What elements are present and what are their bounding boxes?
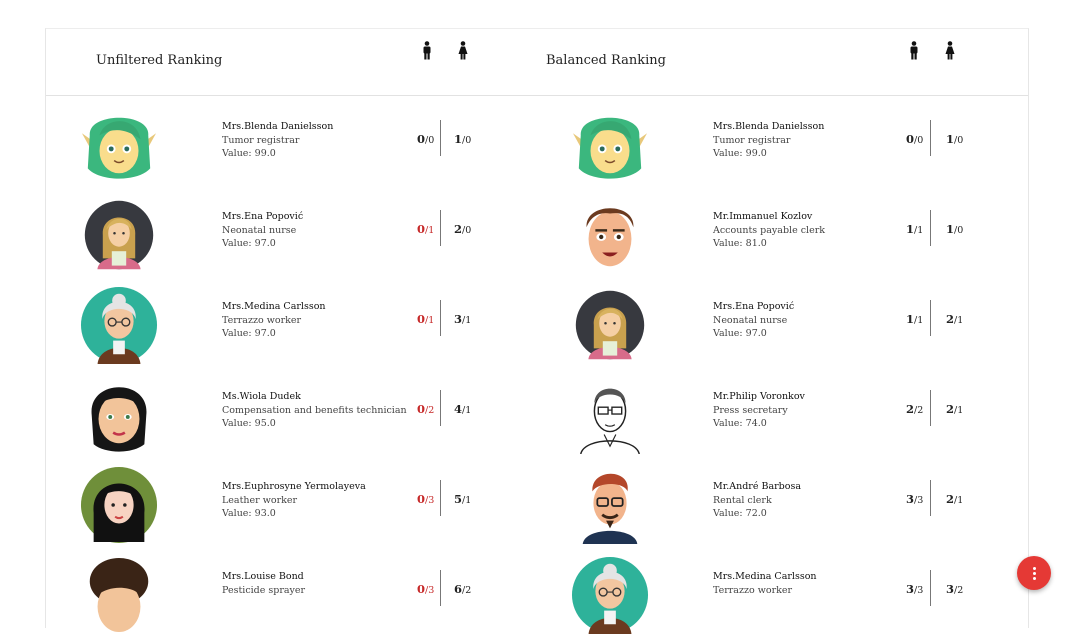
person-name: Mrs.Ena Popović bbox=[713, 301, 795, 312]
female-count-total: /1 bbox=[954, 495, 964, 506]
female-count-current: 1 bbox=[454, 132, 463, 146]
female-count-total: /1 bbox=[954, 315, 964, 326]
person-name: Mrs.Ena Popović bbox=[222, 211, 304, 222]
male-count-current: 1 bbox=[906, 222, 915, 236]
male-icon bbox=[422, 41, 432, 61]
male-count-current: 0 bbox=[417, 492, 426, 506]
column-divider bbox=[440, 480, 441, 516]
female-count-total: /1 bbox=[462, 315, 472, 326]
person-job: Tumor registrar bbox=[222, 134, 300, 146]
ranking-row bbox=[537, 186, 1017, 276]
person-name: Mrs.Medina Carlsson bbox=[222, 301, 326, 312]
ranking-row bbox=[537, 96, 1017, 186]
male-count-total: /1 bbox=[425, 315, 435, 326]
female-count bbox=[454, 312, 471, 326]
person-info bbox=[713, 480, 801, 521]
female-count-current: 2 bbox=[454, 222, 463, 236]
column-divider bbox=[930, 300, 931, 336]
female-count-current: 2 bbox=[946, 402, 955, 416]
male-count-current: 0 bbox=[417, 222, 426, 236]
female-count-current: 6 bbox=[454, 582, 463, 596]
person-value: Value: 95.0 bbox=[222, 418, 276, 429]
avatar bbox=[80, 196, 158, 274]
person-info bbox=[222, 210, 303, 251]
person-name: Mrs.Louise Bond bbox=[222, 571, 304, 582]
person-info bbox=[713, 570, 817, 597]
avatar bbox=[571, 556, 649, 634]
ranking-card bbox=[45, 28, 1029, 628]
male-count-total: /2 bbox=[425, 405, 435, 416]
female-count bbox=[946, 402, 963, 416]
male-count bbox=[906, 222, 923, 236]
column-divider bbox=[440, 570, 441, 606]
person-value: Value: 81.0 bbox=[713, 238, 767, 249]
person-name: Ms.Wiola Dudek bbox=[222, 391, 301, 402]
person-name: Mrs.Euphrosyne Yermolayeva bbox=[222, 481, 366, 492]
column-divider bbox=[930, 210, 931, 246]
avatar bbox=[571, 106, 649, 184]
female-count-current: 2 bbox=[946, 492, 955, 506]
female-count-total: /2 bbox=[462, 585, 472, 596]
male-icon bbox=[909, 41, 919, 61]
female-count bbox=[946, 222, 963, 236]
person-name: Mr.Philip Voronkov bbox=[713, 391, 805, 402]
male-count bbox=[906, 582, 923, 596]
more-vert-icon-dot bbox=[1033, 577, 1036, 580]
female-count bbox=[454, 492, 471, 506]
column-divider bbox=[440, 300, 441, 336]
person-job: Pesticide sprayer bbox=[222, 584, 306, 596]
person-name: Mr.Immanuel Kozlov bbox=[713, 211, 813, 222]
female-count bbox=[946, 132, 963, 146]
person-job: Neonatal nurse bbox=[222, 224, 297, 236]
person-value: Value: 74.0 bbox=[713, 418, 767, 429]
male-count-total: /3 bbox=[425, 585, 435, 596]
person-job: Leather worker bbox=[222, 494, 298, 506]
female-count bbox=[454, 222, 471, 236]
male-count-current: 0 bbox=[906, 132, 915, 146]
column-divider bbox=[930, 120, 931, 156]
ranking-row bbox=[537, 366, 1017, 456]
female-count-total: /0 bbox=[954, 225, 964, 236]
person-job: Neonatal nurse bbox=[713, 314, 788, 326]
person-info bbox=[713, 390, 805, 431]
ranking-row bbox=[46, 546, 526, 636]
male-count bbox=[906, 132, 923, 146]
female-count-total: /1 bbox=[462, 495, 472, 506]
person-info bbox=[222, 120, 333, 161]
male-count-total: /3 bbox=[425, 495, 435, 506]
female-count-total: /1 bbox=[954, 405, 964, 416]
person-job: Terrazzo worker bbox=[222, 314, 302, 326]
more-vert-icon bbox=[1033, 567, 1036, 570]
male-count-total: /2 bbox=[914, 405, 924, 416]
female-count bbox=[946, 492, 963, 506]
male-count-total: /1 bbox=[914, 225, 924, 236]
person-name: Mr.André Barbosa bbox=[713, 481, 802, 492]
avatar bbox=[571, 466, 649, 544]
column-divider bbox=[930, 390, 931, 426]
female-count-current: 1 bbox=[946, 132, 955, 146]
avatar bbox=[80, 466, 158, 544]
person-job: Compensation and benefits technician bbox=[222, 404, 407, 416]
balanced-ranking-title: Balanced Ranking bbox=[546, 53, 666, 68]
unfiltered-ranking-title: Unfiltered Ranking bbox=[96, 53, 223, 68]
male-count-total: /3 bbox=[914, 495, 924, 506]
male-count-current: 3 bbox=[906, 582, 915, 596]
person-info bbox=[222, 390, 407, 431]
person-job: Press secretary bbox=[713, 404, 788, 416]
avatar bbox=[80, 556, 158, 634]
female-count bbox=[454, 132, 471, 146]
person-info bbox=[222, 300, 326, 341]
ranking-row bbox=[537, 546, 1017, 636]
male-count-current: 0 bbox=[417, 582, 426, 596]
female-count-total: /0 bbox=[462, 225, 472, 236]
male-count bbox=[417, 402, 434, 416]
female-count-current: 4 bbox=[454, 402, 463, 416]
column-divider bbox=[440, 390, 441, 426]
female-count-total: /1 bbox=[462, 405, 472, 416]
male-count-total: /0 bbox=[425, 135, 435, 146]
female-count-total: /0 bbox=[462, 135, 472, 146]
column-divider bbox=[930, 570, 931, 606]
female-count-current: 5 bbox=[454, 492, 463, 506]
ranking-row bbox=[46, 96, 526, 186]
female-icon bbox=[458, 41, 468, 61]
person-value: Value: 97.0 bbox=[713, 328, 767, 339]
avatar bbox=[571, 286, 649, 364]
avatar bbox=[80, 106, 158, 184]
male-count-current: 0 bbox=[417, 312, 426, 326]
male-count-total: /1 bbox=[914, 315, 924, 326]
avatar bbox=[80, 376, 158, 454]
male-count-total: /0 bbox=[914, 135, 924, 146]
female-count bbox=[454, 582, 471, 596]
column-divider bbox=[440, 210, 441, 246]
person-value: Value: 99.0 bbox=[713, 148, 767, 159]
person-job: Tumor registrar bbox=[713, 134, 791, 146]
person-name: Mrs.Blenda Danielsson bbox=[222, 121, 334, 132]
male-count bbox=[906, 402, 923, 416]
male-count-total: /3 bbox=[914, 585, 924, 596]
female-count bbox=[946, 312, 963, 326]
person-value: Value: 72.0 bbox=[713, 508, 767, 519]
avatar bbox=[571, 376, 649, 454]
male-count bbox=[417, 492, 434, 506]
person-value: Value: 99.0 bbox=[222, 148, 276, 159]
male-count-current: 2 bbox=[906, 402, 915, 416]
female-count-total: /0 bbox=[954, 135, 964, 146]
person-name: Mrs.Medina Carlsson bbox=[713, 571, 817, 582]
male-count bbox=[906, 492, 923, 506]
more-vert-icon-dot bbox=[1033, 572, 1036, 575]
female-count-current: 1 bbox=[946, 222, 955, 236]
female-count bbox=[454, 402, 471, 416]
person-info bbox=[222, 570, 305, 597]
ranking-header bbox=[46, 29, 1028, 96]
person-job: Terrazzo worker bbox=[713, 584, 793, 596]
female-count-current: 3 bbox=[454, 312, 463, 326]
person-value: Value: 93.0 bbox=[222, 508, 276, 519]
more-vert-button[interactable] bbox=[1017, 556, 1051, 590]
ranking-row bbox=[537, 456, 1017, 546]
ranking-row bbox=[46, 456, 526, 546]
person-job: Rental clerk bbox=[713, 494, 772, 506]
person-name: Mrs.Blenda Danielsson bbox=[713, 121, 825, 132]
male-count-current: 0 bbox=[417, 402, 426, 416]
male-count bbox=[417, 312, 434, 326]
person-info bbox=[713, 210, 825, 251]
male-count-current: 1 bbox=[906, 312, 915, 326]
male-count-total: /1 bbox=[425, 225, 435, 236]
avatar bbox=[80, 286, 158, 364]
ranking-row bbox=[46, 276, 526, 366]
person-job: Accounts payable clerk bbox=[713, 224, 825, 236]
male-count bbox=[417, 222, 434, 236]
female-icon bbox=[945, 41, 955, 61]
column-divider bbox=[930, 480, 931, 516]
male-count-current: 3 bbox=[906, 492, 915, 506]
person-info bbox=[713, 120, 824, 161]
ranking-row bbox=[537, 276, 1017, 366]
avatar bbox=[571, 196, 649, 274]
male-count bbox=[906, 312, 923, 326]
male-count bbox=[417, 582, 434, 596]
female-count bbox=[946, 582, 963, 596]
person-value: Value: 97.0 bbox=[222, 238, 276, 249]
person-info bbox=[713, 300, 794, 341]
ranking-row bbox=[46, 366, 526, 456]
female-count-current: 2 bbox=[946, 312, 955, 326]
person-value: Value: 97.0 bbox=[222, 328, 276, 339]
female-count-total: /2 bbox=[954, 585, 964, 596]
column-divider bbox=[440, 120, 441, 156]
female-count-current: 3 bbox=[946, 582, 955, 596]
male-count bbox=[417, 132, 434, 146]
person-info bbox=[222, 480, 366, 521]
ranking-row bbox=[46, 186, 526, 276]
male-count-current: 0 bbox=[417, 132, 426, 146]
